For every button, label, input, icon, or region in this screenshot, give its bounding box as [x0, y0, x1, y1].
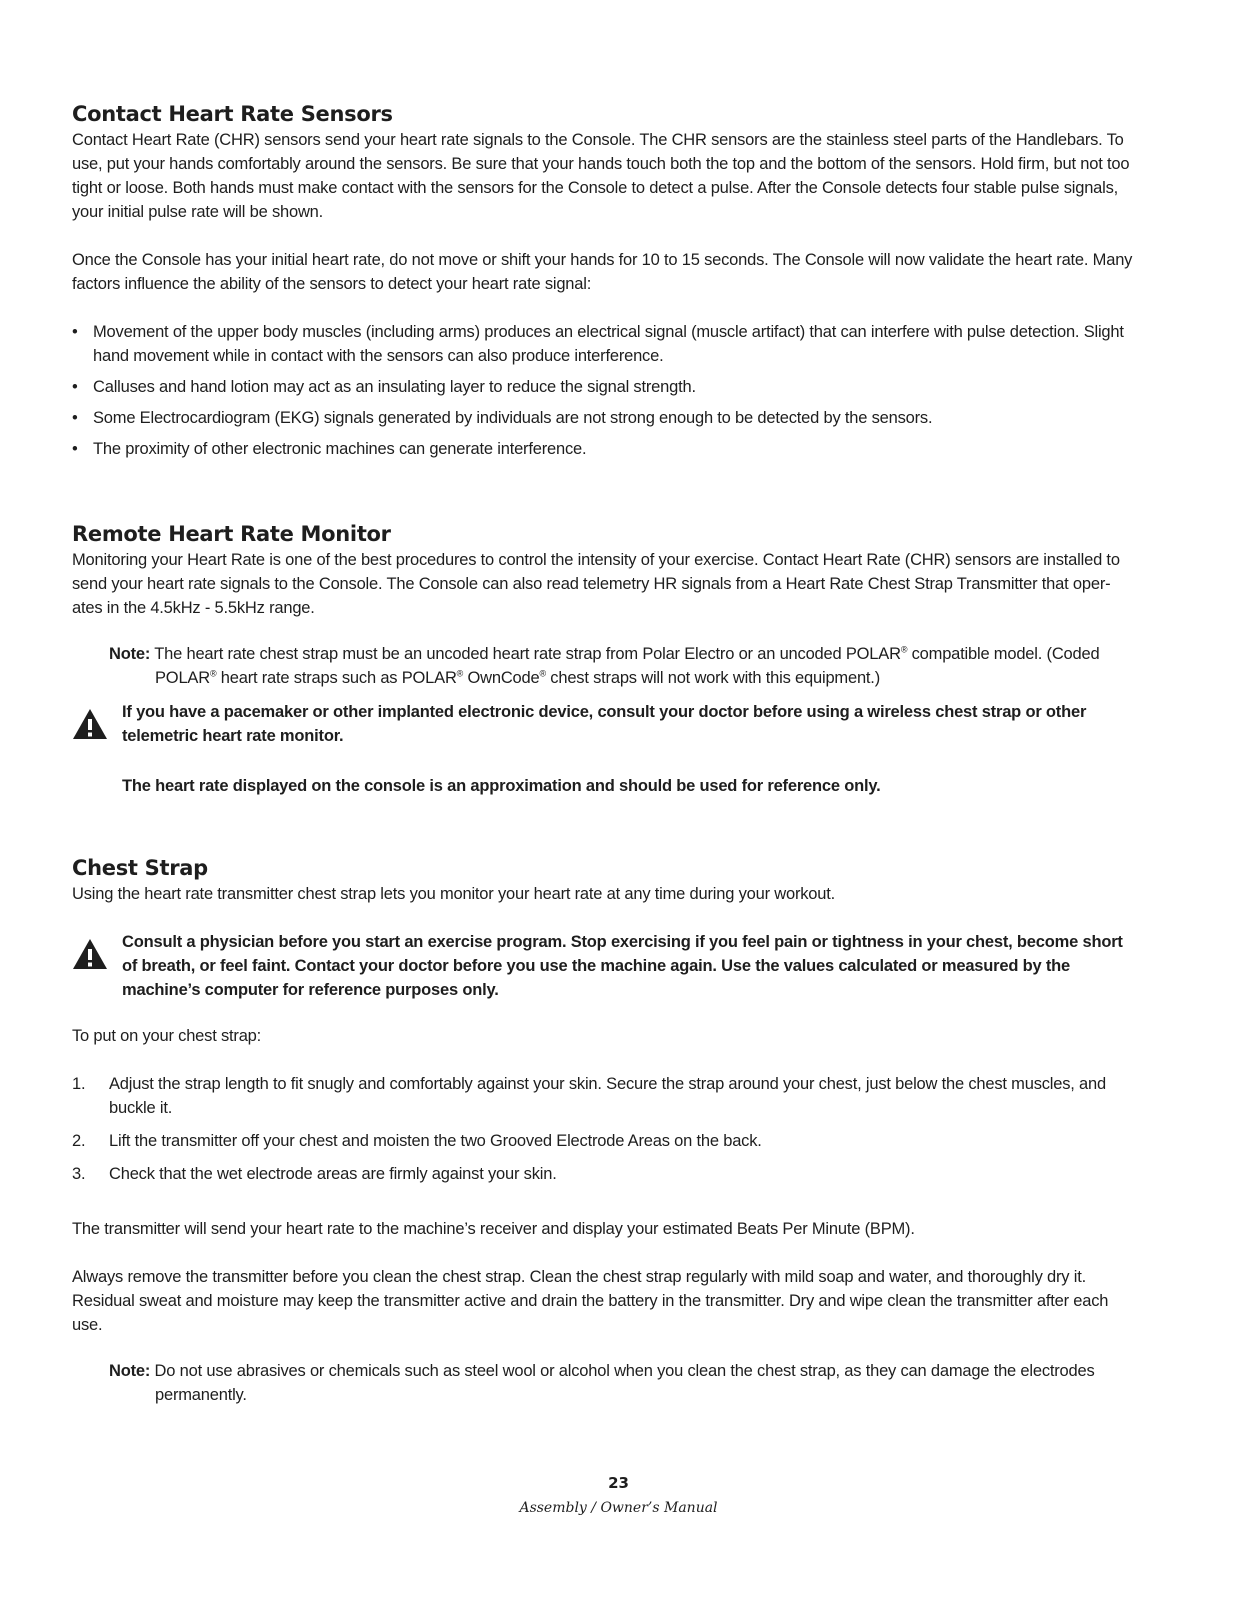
section-title-remote-heart-rate: Remote Heart Rate Monitor: [72, 522, 391, 546]
approximation-warning: The heart rate displayed on the console is an approximation and should be used for reference only.: [122, 777, 881, 795]
chest-paragraph-3: Always remove the transmitter before you clean the chest strap. Clean the chest strap regularly with mild soap and water, and thoroughly dry it. Residual sweat and moisture may keep the transmitter active and drain the battery in the transmitter. Dry and wipe clean the transmitter after each use.: [72, 1268, 1109, 1334]
list-item: • Movement of the upper body muscles (including arms) produces an electrical signal (muscle artifact) that can interfere with pulse detection. Slight hand movement while in contact with the sensors can also produce interference.: [72, 323, 1124, 365]
chest-paragraph-1: Using the heart rate transmitter chest strap lets you monitor your heart rate at any time during your workout.: [72, 885, 836, 903]
remote-note: Note: The heart rate chest strap must be an uncoded heart rate strap from Polar Electro or an uncoded POLAR® compatible model. (Coded POLAR® heart rate straps such as POLAR® OwnCode® chest straps will not work with this equipment.): [109, 644, 1100, 687]
list-item: • Calluses and hand lotion may act as an insulating layer to reduce the signal strength.: [72, 378, 696, 396]
chr-factor-list: [72, 320, 1138, 461]
physician-warning: Consult a physician before you start an exercise program. Stop exercising if you feel pain or tightness in your chest, become short of breath, or feel faint. Contact your doctor before you use the machine again. Use the values calculated or measured by the machine’s computer for reference purposes only.: [72, 930, 1138, 1002]
section-title-contact-heart-rate: Contact Heart Rate Sensors: [72, 102, 393, 126]
chest-paragraph-2: The transmitter will send your heart rate to the machine’s receiver and display your estimated Beats Per Minute (BPM).: [72, 1220, 915, 1238]
pacemaker-warning: If you have a pacemaker or other implanted electronic device, consult your doctor before using a wireless chest strap or other telemetric heart rate monitor. The heart rate displayed on the console is an approximation and should be used for reference only.: [72, 700, 1138, 798]
footer-caption: Assembly / Owner’s Manual: [519, 1500, 718, 1516]
list-item: • Some Electrocardiogram (EKG) signals generated by individuals are not strong enough to be detected by the sensors.: [72, 409, 933, 427]
chest-strap-intro: To put on your chest strap:: [72, 1027, 262, 1045]
manual-page: [72, 100, 1138, 1407]
list-item: 1. Adjust the strap length to fit snugly and comfortably against your skin. Secure the strap around your chest, just below the chest muscles, and buckle it.: [72, 1075, 1106, 1117]
warning-icon: [72, 708, 108, 740]
chr-paragraph-1: Contact Heart Rate (CHR) sensors send your heart rate signals to the Console. The CHR sensors are the stainless steel parts of the Handlebars. To use, put your hands comfortably around the sensors. Be sure that your hands touch both the top and the bottom of the sensors. Hold firm, but not too tight or loose. Both hands must make contact with the sensors for the Console to detect a pulse. After the Console detects four stable pulse signals, your initial pulse rate will be shown.: [72, 131, 1130, 221]
chr-paragraph-2: Once the Console has your initial heart rate, do not move or shift your hands for 10 to 15 seconds. The Console will now validate the heart rate. Many factors influence the ability of the sensors to detect your heart rate signal:: [72, 251, 1133, 293]
chest-note: Note: Do not use abrasives or chemicals such as steel wool or alcohol when you clean the chest strap, as they can damage the electrodes permanently.: [109, 1362, 1095, 1404]
remote-paragraph-1: Monitoring your Heart Rate is one of the best procedures to control the intensity of your exercise. Contact Heart Rate (CHR) sensors are installed to send your heart rate signals to the Console. The Console can also read telemetry HR signals from a Heart Rate Chest Strap Transmitter that oper-ates in the 4.5kHz - 5.5kHz range.: [72, 551, 1120, 617]
section-title-chest-strap: Chest Strap: [72, 856, 208, 880]
page-number: 23: [608, 1474, 629, 1492]
chest-strap-steps: [72, 1072, 1138, 1186]
list-item: 2. Lift the transmitter off your chest and moisten the two Grooved Electrode Areas on the back.: [72, 1132, 762, 1150]
warning-icon: [72, 938, 108, 970]
list-item: 3. Check that the wet electrode areas are firmly against your skin.: [72, 1165, 557, 1183]
list-item: • The proximity of other electronic machines can generate interference.: [72, 440, 587, 458]
